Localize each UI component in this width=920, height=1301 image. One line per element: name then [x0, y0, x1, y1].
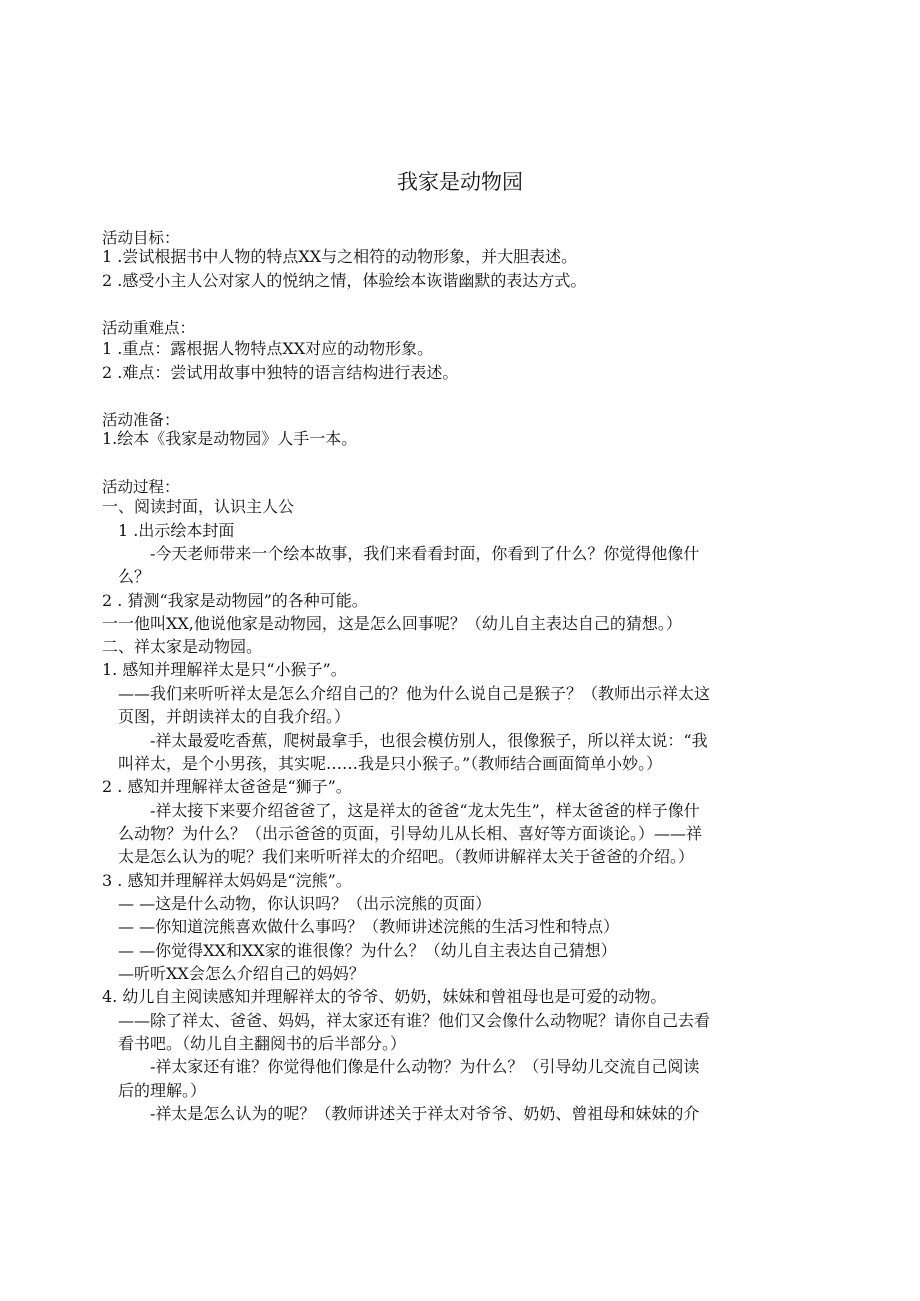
- process-line: 叫祥太，是个小男孩，其实呢……我是只小猴子。”（教师结合画面简单小妙。）: [118, 754, 663, 773]
- process-line: 么动物？为什么？（出示爸爸的页面，引导幼儿从长相、喜好等方面谈论。）——祥: [118, 824, 703, 843]
- process-heading: 活动过程：: [102, 478, 180, 496]
- process-line: — —你觉得XX和XX家的谁很像？为什么？（幼儿自主表达自己猜想）: [118, 941, 617, 960]
- process-line: 一一他叫XX,他说他家是动物园，这是怎么回事呢？（幼儿自主表达自己的猜想。）: [102, 614, 682, 633]
- process-line: 1 .出示绘本封面: [118, 521, 235, 540]
- process-line: -祥太接下来要介绍爸爸了，这是祥太的爸爸“龙太先生”，样太爸爸的样子像什: [150, 801, 700, 820]
- process-line: 二、祥太家是动物园。: [102, 637, 263, 656]
- process-line: ——我们来听听祥太是怎么介绍自己的？他为什么说自己是猴子？（教师出示祥太这: [118, 684, 711, 703]
- process-line: — —你知道浣熊喜欢做什么事吗？（教师讲述浣熊的生活习性和特点）: [118, 917, 620, 936]
- key-points-heading: 活动重难点：: [102, 319, 196, 337]
- process-line: 看书吧。（幼儿自主翻阅书的后半部分。）: [118, 1034, 407, 1053]
- process-line: -祥太是怎么认为的呢？（教师讲述关于祥太对爷爷、奶奶、曾祖母和妹妹的介: [150, 1104, 700, 1123]
- process-line: 4. 幼儿自主阅读感知并理解祥太的爷爷、奶奶，妹妹和曾祖母也是可爱的动物。: [102, 987, 667, 1006]
- process-line: -今天老师带来一个绘本故事，我们来看看封面，你看到了什么？你觉得他像什: [150, 544, 700, 563]
- goals-heading: 活动目标：: [102, 229, 180, 247]
- process-line: 后的理解。）: [118, 1081, 207, 1100]
- process-line: 3 . 感知并理解祥太妈妈是“浣熊”。: [102, 871, 352, 890]
- process-line: — —这是什么动物，你认识吗？（出示浣熊的页面）: [118, 894, 492, 913]
- process-line: 太是怎么认为的呢？我们来听听祥太的介绍吧。（教师讲解祥太关于爸爸的介绍。）: [118, 847, 695, 866]
- key-point-item: 1 .重点：露根据人物特点XX对应的动物形象。: [102, 339, 434, 358]
- process-line: 一、阅读封面，认识主人公: [102, 497, 295, 516]
- key-point-item: 2 .难点：尝试用故事中独特的语言结构进行表述。: [102, 363, 459, 382]
- process-line: -祥太家还有谁？你觉得他们像是什么动物？为什么？（引导幼儿交流自己阅读: [150, 1057, 700, 1076]
- preparation-item: 1.绘本《我家是动物园》人手一本。: [102, 429, 358, 448]
- page-title: 我家是动物园: [397, 170, 523, 194]
- process-line: ——除了祥太、爸爸、妈妈，祥太家还有谁？他们又会像什么动物呢？请你自己去看: [118, 1011, 711, 1030]
- process-line: 2 . 感知并理解祥太爸爸是“狮子”。: [102, 777, 352, 796]
- process-line: 2 . 猜测“我家是动物园”的各种可能。: [102, 591, 368, 610]
- process-line: 页图，并朗读祥太的自我介绍。）: [118, 707, 351, 726]
- process-line: 1. 感知并理解祥太是只“小猴子”。: [102, 660, 347, 679]
- process-line: -祥太最爱吃香蕉，爬树最拿手，也很会模仿别人，很像猴子，所以祥太说：“我: [150, 731, 708, 750]
- process-line: 么？: [118, 567, 151, 586]
- process-line: —听听XX会怎么介绍自己的妈妈？: [118, 964, 365, 983]
- goal-item: 2 .感受小主人公对家人的悦纳之情，体验绘本诙谐幽默的表达方式。: [102, 271, 587, 290]
- goal-item: 1 .尝试根据书中人物的特点XX与之相符的动物形象，并大胆表述。: [102, 247, 578, 266]
- preparation-heading: 活动准备：: [102, 411, 180, 429]
